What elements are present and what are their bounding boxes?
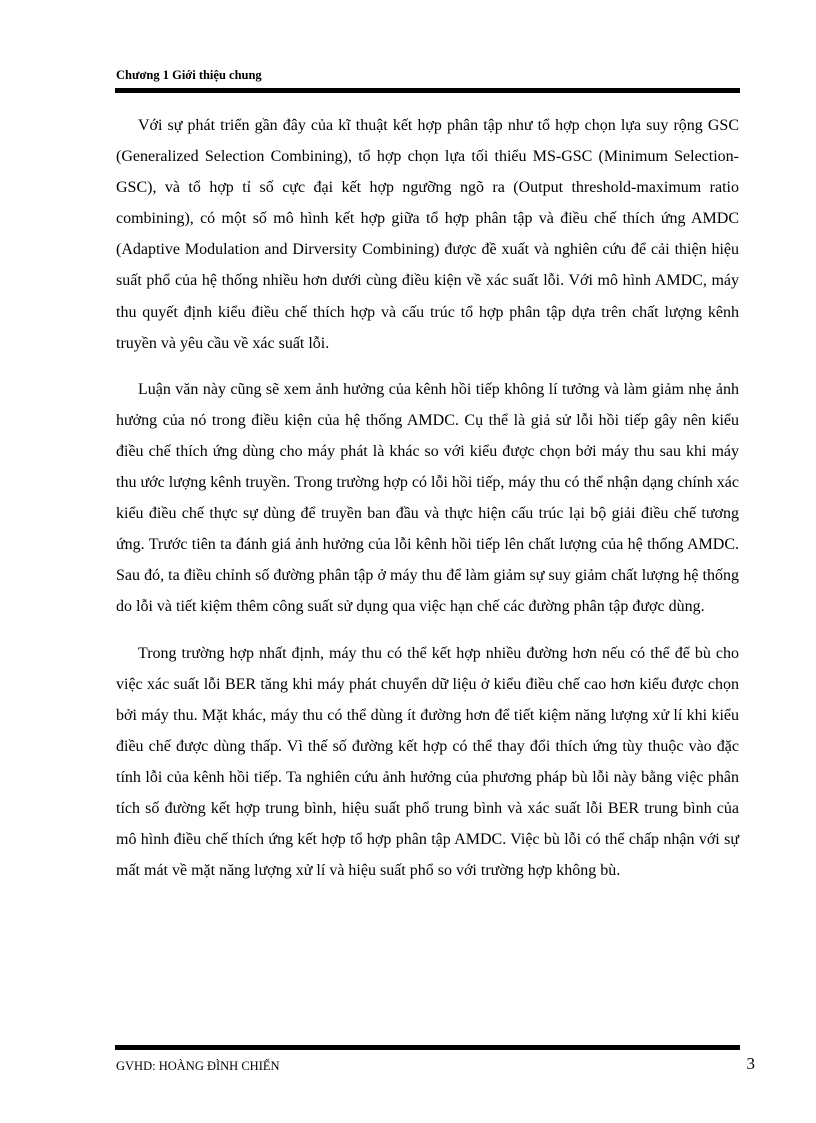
chapter-header-title: Chương 1 Giới thiệu chung <box>116 68 262 82</box>
footer-advisor: GVHD: HOÀNG ĐÌNH CHIẾN <box>116 1059 280 1073</box>
page-number: 3 <box>746 1054 755 1073</box>
footer-divider <box>115 1045 740 1050</box>
document-body <box>116 110 739 886</box>
header-divider <box>115 88 740 93</box>
body-paragraph: Trong trường hợp nhất định, máy thu có thể kết hợp nhiều đường hơn nếu có thể để bù cho việc xác suất lỗi BER tăng khi máy phát chuyển dữ liệu ở kiểu điều chế cao hơn kiểu được chọn bởi máy thu. Mặt khác, máy thu có thể dùng ít đường hơn để tiết kiệm năng lượng xử lí khi kiểu điều chế được dùng thấp. Vì thế số đường kết hợp có thể thay đổi thích ứng tùy thuộc vào đặc tính lỗi của kênh hồi tiếp. Ta nghiên cứu ảnh hưởng của phương pháp bù lỗi này bằng việc phân tích số đường kết hợp trung bình, hiệu suất phổ trung bình và xác suất lỗi BER trung bình của mô hình điều chế thích ứng kết hợp tổ hợp phân tập AMDC. Việc bù lỗi có thể chấp nhận với sự mất mát về mặt năng lượng xử lí và hiệu suất phổ so với trường hợp không bù. <box>116 644 739 880</box>
body-paragraph: Với sự phát triển gần đây của kĩ thuật kết hợp phân tập như tổ hợp chọn lựa suy rộng GSC (Generalized Selection Combining), tổ hợp chọn lựa tối thiểu MS-GSC (Minimum Selection-GSC), và tổ hợp tỉ số cực đại kết hợp ngưỡng ngõ ra (Output threshold-maximum ratio combining), có một số mô hình kết hợp giữa tổ hợp phân tập và điều chế thích ứng AMDC (Adaptive Modulation and Dirversity Combining) được đề xuất và nghiên cứu để cải thiện hiệu suất phổ của hệ thống nhiều hơn dưới cùng điều kiện về xác suất lỗi. Với mô hình AMDC, máy thu quyết định kiểu điều chế thích hợp và cấu trúc tổ hợp phân tập dựa trên chất lượng kênh truyền và yêu cầu về xác suất lỗi. <box>116 117 739 352</box>
body-paragraph: Luận văn này cũng sẽ xem ảnh hưởng của kênh hồi tiếp không lí tưởng và làm giảm nhẹ ảnh hưởng của nó trong điều kiện của hệ thống AMDC. Cụ thể là giả sử lỗi hồi tiếp gây nên kiểu điều chế thích ứng dùng cho máy phát là khác so với kiểu được chọn bởi máy thu sau khi máy thu ước lượng kênh truyền. Trong trường hợp có lỗi hồi tiếp, máy thu có thể nhận dạng chính xác kiểu điều chế thực sự dùng để truyền ban đầu và thực hiện cấu trúc lại bộ giải điều chế tương ứng. Trước tiên ta đánh giá ảnh hưởng của lỗi kênh hồi tiếp lên chất lượng của hệ thống AMDC. Sau đó, ta điều chỉnh số đường phân tập ở máy thu để làm giảm sự suy giảm chất lượng hệ thống do lỗi và tiết kiệm thêm công suất sử dụng qua việc hạn chế các đường phân tập được dùng. <box>116 380 739 616</box>
